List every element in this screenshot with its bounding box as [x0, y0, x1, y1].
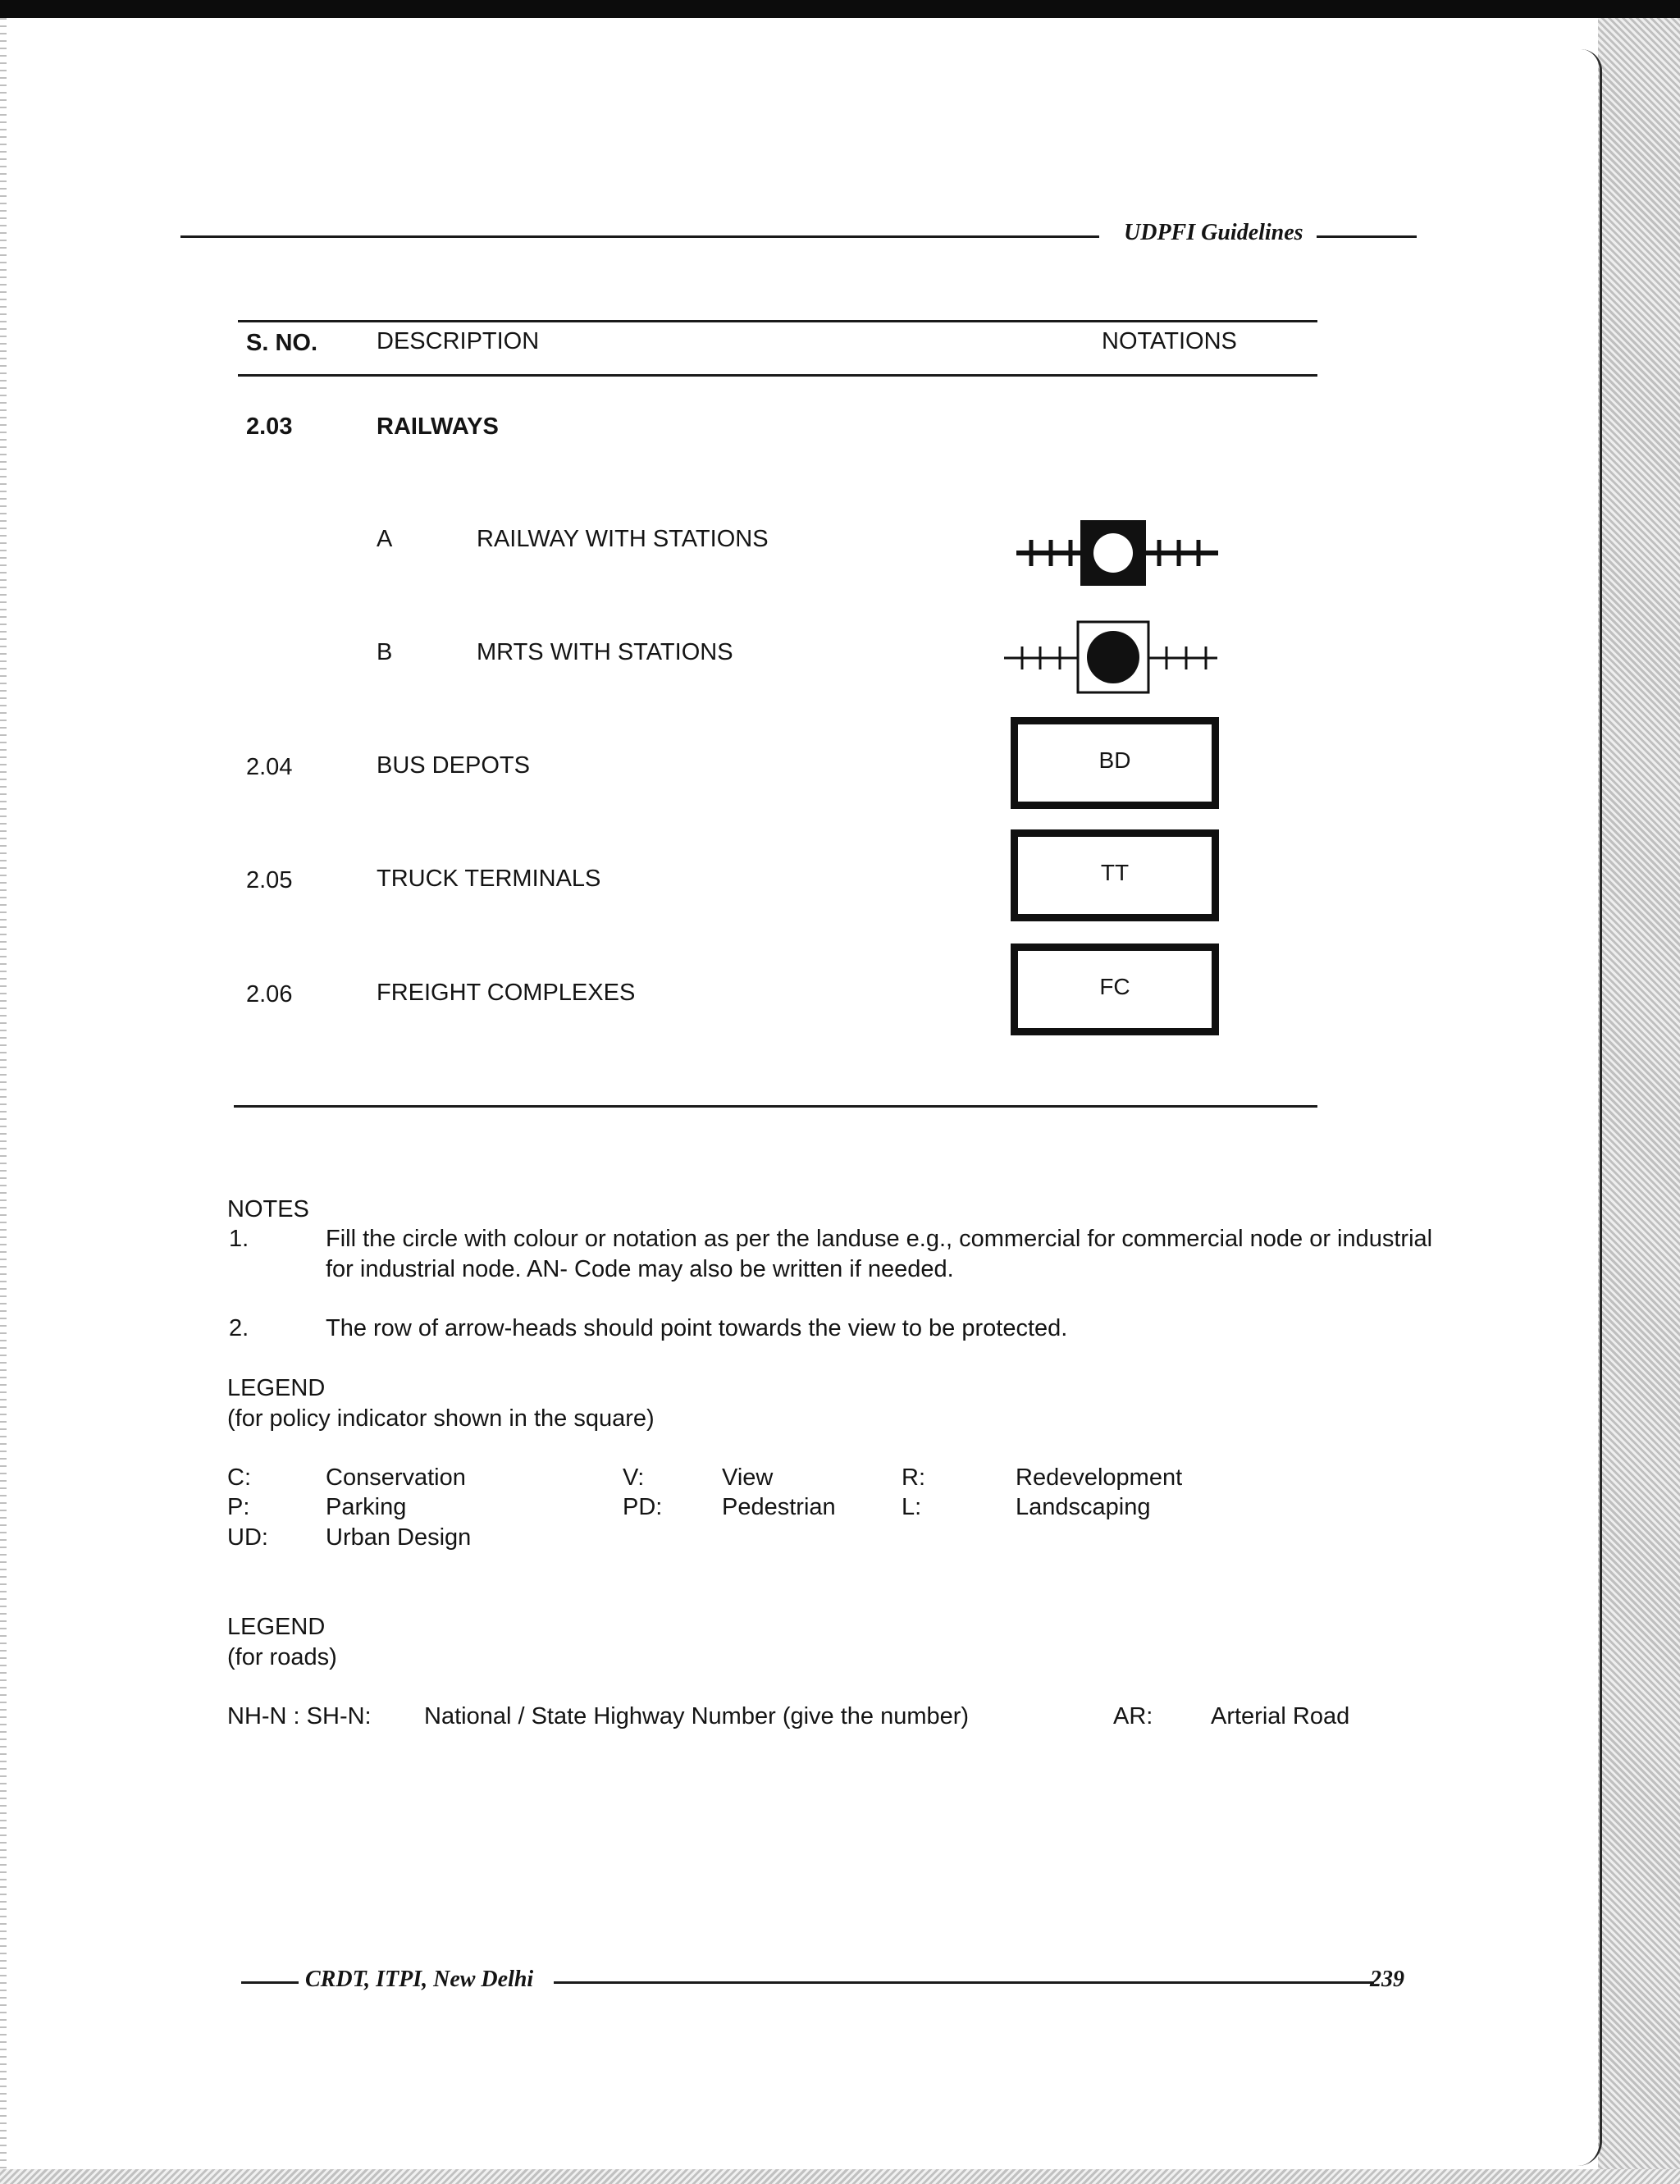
legend-code: V:: [623, 1464, 645, 1491]
sub-item-label: MRTS WITH STATIONS: [477, 639, 733, 665]
footer-publisher: CRDT, ITPI, New Delhi: [305, 1967, 534, 1992]
row-number: 2.04: [246, 754, 293, 780]
row-number: 2.06: [246, 981, 293, 1007]
sub-item-letter: B: [377, 639, 393, 665]
legend-label: Urban Design: [326, 1524, 472, 1551]
legend-code: L:: [902, 1494, 922, 1520]
legend-heading: LEGEND: [227, 1614, 326, 1640]
note-number: 1.: [229, 1226, 249, 1252]
page-edge: [1575, 49, 1602, 2166]
sub-item-label: RAILWAY WITH STATIONS: [477, 526, 769, 552]
legend-code: R:: [902, 1464, 925, 1491]
note-text: The row of arrow-heads should point towards the view to be protected.: [326, 1315, 1068, 1341]
table-top-rule: [238, 320, 1317, 322]
note-text: for industrial node. AN- Code may also be written if needed.: [326, 1256, 954, 1282]
notes-heading: NOTES: [227, 1196, 309, 1222]
legend-label: Arterial Road: [1211, 1703, 1350, 1729]
row-label: FREIGHT COMPLEXES: [377, 980, 636, 1006]
header-rule-left: [180, 235, 1099, 238]
table-header-rule: [238, 374, 1317, 377]
note-text: Fill the circle with colour or notation as per the landuse e.g., commercial for commercial node or industrial: [326, 1226, 1433, 1252]
scan-border-bottom: [0, 2169, 1680, 2184]
column-header-sno: S. NO.: [246, 330, 318, 356]
header-rule-right: [1317, 235, 1417, 238]
scan-border-top: [0, 0, 1680, 18]
footer-rule-right: [554, 1981, 1374, 1984]
notation-box: [1011, 944, 1219, 1035]
legend-label: View: [722, 1464, 774, 1491]
section-number: 2.03: [246, 413, 293, 440]
page-number: 239: [1370, 1967, 1404, 1992]
legend-code: P:: [227, 1494, 250, 1520]
railway-station-symbol-icon: [1013, 515, 1226, 589]
legend-label: Pedestrian: [722, 1494, 836, 1520]
row-number: 2.05: [246, 867, 293, 893]
footer-rule-left: [241, 1981, 299, 1984]
legend-label: Redevelopment: [1016, 1464, 1183, 1491]
notation-code: FC: [1099, 974, 1130, 999]
legend-label: Landscaping: [1016, 1494, 1151, 1520]
notation-code: TT: [1100, 860, 1130, 885]
legend-label: Parking: [326, 1494, 407, 1520]
legend-code: NH-N : SH-N:: [227, 1703, 372, 1729]
legend-code: UD:: [227, 1524, 268, 1551]
scan-border-right: [1598, 18, 1680, 2184]
legend-code: AR:: [1113, 1703, 1153, 1729]
section-title: RAILWAYS: [377, 413, 499, 440]
scan-border-left: [0, 18, 7, 2184]
legend-label: National / State Highway Number (give the number): [424, 1703, 970, 1729]
legend-subheading: (for roads): [227, 1644, 337, 1670]
legend-code: PD:: [623, 1494, 663, 1520]
row-label: BUS DEPOTS: [377, 752, 530, 779]
running-title: UDPFI Guidelines: [1124, 220, 1303, 245]
notation-box: [1011, 829, 1219, 921]
column-header-description: DESCRIPTION: [377, 328, 540, 354]
mrts-station-symbol-icon: [1002, 617, 1224, 692]
table-bottom-rule: [234, 1105, 1317, 1108]
legend-code: C:: [227, 1464, 251, 1491]
column-header-notations: NOTATIONS: [1102, 328, 1237, 354]
legend-heading: LEGEND: [227, 1375, 326, 1401]
row-label: TRUCK TERMINALS: [377, 866, 601, 892]
notation-box: [1011, 717, 1219, 809]
sub-item-letter: A: [377, 526, 393, 552]
legend-subheading: (for policy indicator shown in the square): [227, 1405, 655, 1432]
legend-label: Conservation: [326, 1464, 466, 1491]
notation-code: BD: [1098, 747, 1131, 773]
note-number: 2.: [229, 1315, 249, 1341]
